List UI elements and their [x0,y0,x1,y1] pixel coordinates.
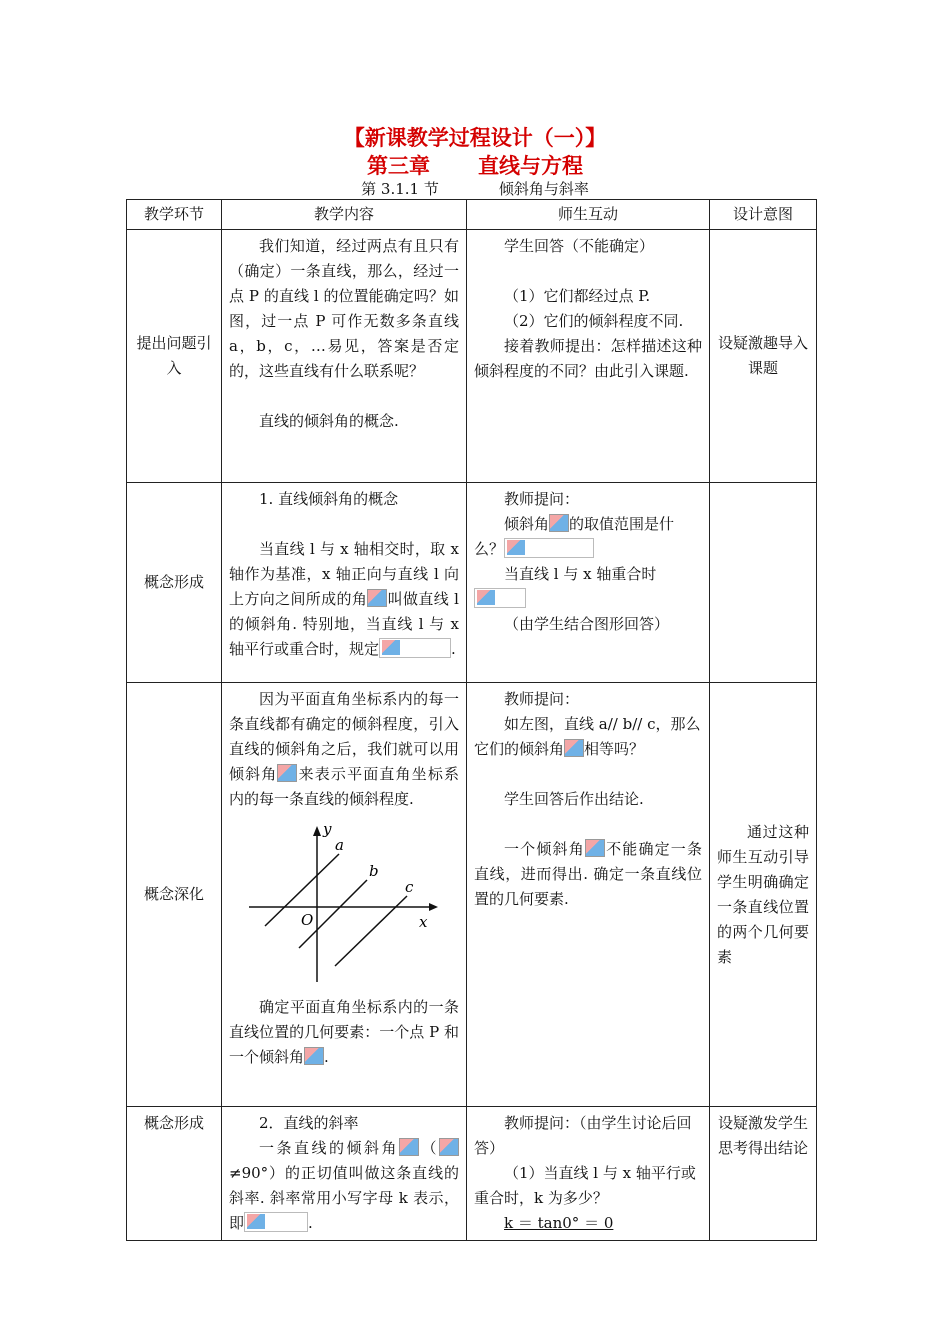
stage-cell: 概念形成 [127,483,222,683]
stage-cell: 提出问题引入 [127,230,222,483]
parallel-lines-diagram [239,822,439,987]
label-origin: O [301,911,314,929]
content-cell: 因为平面直角坐标系内的每一条直线都有确定的倾斜程度，引入直线的倾斜角之后，我们就可以用倾斜角 来表示平面直角坐标系内的每一条直线的倾斜程度. y a b c O x 确定平面直角坐标系内的一条直线位置的几何要素：一个点 P 和一个倾斜角 . [222,683,467,1107]
header-content: 教学内容 [222,200,467,230]
content-cell: 1. 直线倾斜角的概念 当直线 l 与 x 轴相交时，取 x 轴作为基准，x 轴正向与直线 l 向上方向之间所成的角 叫做直线 l 的倾斜角. 特别地，当直线 l 与 x 轴平行或重合时，规定 . [222,483,467,683]
label-y: y [323,822,332,838]
lesson-table [126,199,817,1241]
image-placeholder-icon [244,1212,308,1232]
image-placeholder-icon [585,839,605,857]
header-interaction: 师生互动 [467,200,710,230]
table-row [127,483,817,683]
image-placeholder-icon [304,1047,324,1065]
interaction-cell: 教师提问： 如左图，直线 a// b// c，那么它们的倾斜角 相等吗？ 学生回答后作出结论. 一个倾斜角 不能确定一条直线，进而得出. 确定一条直线位置的几何要素. [467,683,710,1107]
image-placeholder-icon [367,589,387,607]
label-c: c [405,878,414,896]
image-placeholder-icon [549,514,569,532]
content-cell: 2．直线的斜率 一条直线的倾斜角 （≠90°）的正切值叫做这条直线的斜率. 斜率常用小写字母 k 表示，即 . [222,1107,467,1241]
y-axis-arrow [313,826,321,836]
image-placeholder-icon [277,764,297,782]
section-heading: 第 3.1.1 节 倾斜角与斜率 [361,180,589,198]
image-placeholder-icon [399,1138,419,1156]
header-stage: 教学环节 [127,200,222,230]
intent-cell: 通过这种师生互动引导学生明确确定一条直线位置的两个几何要素 [710,683,817,1107]
x-axis-arrow [429,903,438,911]
image-placeholder-icon [474,588,526,608]
table-row [127,230,817,483]
table-row [127,1107,817,1241]
interaction-cell: 学生回答（不能确定） （1）它们都经过点 P. （2）它们的倾斜程度不同. 接着教师提出：怎样描述这种倾斜程度的不同？由此引入课题. [467,230,710,483]
label-x: x [419,913,428,931]
page-title: 【新课教学过程设计（一）】 [343,126,607,150]
intent-cell: 设疑激趣导入课题 [710,230,817,483]
image-placeholder-icon [379,638,451,658]
content-cell: 我们知道，经过两点有且只有（确定）一条直线，那么，经过一点 P 的直线 l 的位置能确定吗？如图，过一点 P 可作无数多条直线 a，b，c，…易见，答案是否定的，这些直线有什么联系呢？ 直线的倾斜角的概念. [222,230,467,483]
stage-cell: 概念形成 [127,1107,222,1241]
intent-cell: 设疑激发学生思考得出结论 [710,1107,817,1241]
chapter-heading: 第三章 直线与方程 [367,154,583,178]
image-placeholder-icon [564,739,584,757]
table-header-row [127,200,817,230]
label-a: a [335,836,344,854]
stage-cell: 概念深化 [127,683,222,1107]
header-intent: 设计意图 [710,200,817,230]
image-placeholder-icon [439,1138,459,1156]
intent-cell [710,483,817,683]
image-placeholder-icon [504,538,594,558]
interaction-cell: 教师提问： 倾斜角 的取值范围是什么？ 当直线 l 与 x 轴重合时 （由学生结合图形回答） [467,483,710,683]
label-b: b [369,862,379,880]
table-row [127,683,817,1107]
interaction-cell: 教师提问：（由学生讨论后回答） （1）当直线 l 与 x 轴平行或重合时，k 为多少？ k ＝ tan0° ＝ 0 [467,1107,710,1241]
